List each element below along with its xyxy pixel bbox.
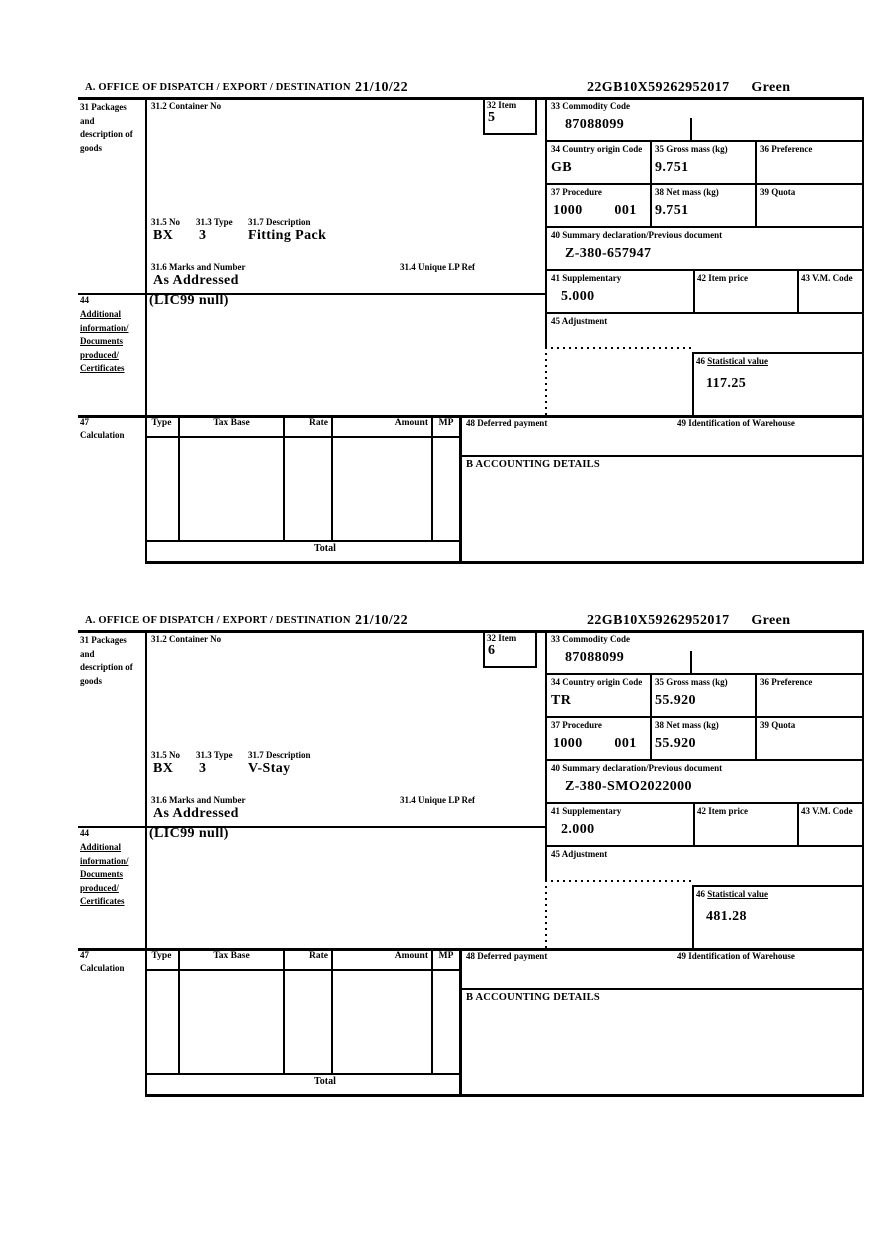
country-origin-label: 34 Country origin Code xyxy=(551,144,643,154)
grid-line xyxy=(145,436,461,438)
grid-line xyxy=(145,630,147,1096)
description-label: 31.7 Description xyxy=(248,750,311,760)
declaration-item-block-1 xyxy=(78,80,864,566)
grid-line xyxy=(145,1094,864,1097)
quota-label: 39 Quota xyxy=(760,187,796,197)
grid-line xyxy=(797,802,799,847)
grid-line xyxy=(693,269,695,314)
grid-line xyxy=(692,352,694,415)
package-no-label: 31.5 No xyxy=(151,217,180,227)
preference-label: 36 Preference xyxy=(760,677,813,687)
goods-description-value: Fitting Pack xyxy=(248,228,327,243)
box47-label: Calculation xyxy=(80,430,125,440)
grid-line xyxy=(178,948,180,1073)
statistical-value-number: 46 xyxy=(696,356,705,366)
grid-line xyxy=(692,885,864,887)
vm-code-label: 43 V.M. Code xyxy=(801,273,853,283)
calc-col-mp: MP xyxy=(438,418,454,428)
accounting-details-label: B ACCOUNTING DETAILS xyxy=(466,459,600,470)
net-mass-value: 9.751 xyxy=(655,203,689,218)
package-type-label: 31.3 Type xyxy=(196,217,233,227)
previous-document-value: Z-380-657947 xyxy=(565,246,652,261)
item-number-value: 6 xyxy=(488,643,496,658)
grid-line xyxy=(459,455,864,457)
gross-mass-value: 9.751 xyxy=(655,160,689,175)
grid-line xyxy=(545,140,864,142)
grid-line xyxy=(145,1073,461,1075)
additional-information-value: (LIC99 null) xyxy=(149,826,229,841)
country-origin-label: 34 Country origin Code xyxy=(551,677,643,687)
supplementary-value: 5.000 xyxy=(561,289,595,304)
package-type-value: 3 xyxy=(199,228,207,243)
dotted-line xyxy=(545,880,547,948)
grid-line xyxy=(545,269,864,271)
grid-line xyxy=(145,540,461,542)
calc-col-type: Type xyxy=(151,951,172,961)
total-label: Total xyxy=(314,1076,336,1087)
grid-line xyxy=(862,630,864,1096)
statistical-value-label xyxy=(696,889,768,900)
item-label: 32 Item xyxy=(487,100,517,110)
grid-line xyxy=(283,415,285,540)
box44-label: Additional information/ Documents produced/ Certificates xyxy=(80,309,129,373)
box44-number: 44 xyxy=(80,828,89,838)
item-label: 32 Item xyxy=(487,633,517,643)
grid-line xyxy=(690,118,692,142)
procedure-code-2: 001 xyxy=(614,736,637,751)
grid-line xyxy=(459,948,462,1096)
warehouse-id-label: 49 Identification of Warehouse xyxy=(677,951,795,961)
calc-col-rate: Rate xyxy=(309,418,328,428)
previous-document-value: Z-380-SMO2022000 xyxy=(565,779,692,794)
marks-number-label: 31.6 Marks and Number xyxy=(151,262,246,272)
package-no-label: 31.5 No xyxy=(151,750,180,760)
grid-line xyxy=(535,97,537,135)
office-of-dispatch-header: A. OFFICE OF DISPATCH / EXPORT / DESTINATION xyxy=(85,615,351,626)
dispatch-date: 21/10/22 xyxy=(355,80,408,95)
grid-line xyxy=(545,630,547,882)
grid-line xyxy=(862,97,864,563)
dotted-line xyxy=(545,347,547,415)
grid-line xyxy=(545,716,864,718)
grid-line xyxy=(690,651,692,675)
calc-col-tax-base: Tax Base xyxy=(213,418,250,428)
package-code-value: BX xyxy=(153,761,174,776)
net-mass-label: 38 Net mass (kg) xyxy=(655,187,719,197)
supplementary-value: 2.000 xyxy=(561,822,595,837)
statistical-value-text: Statistical value xyxy=(707,889,768,899)
gross-mass-value: 55.920 xyxy=(655,693,696,708)
description-label: 31.7 Description xyxy=(248,217,311,227)
calc-col-amount: Amount xyxy=(394,951,428,961)
net-mass-value: 55.920 xyxy=(655,736,696,751)
procedure-code-1: 1000 xyxy=(553,203,583,218)
warehouse-id-label: 49 Identification of Warehouse xyxy=(677,418,795,428)
adjustment-label: 45 Adjustment xyxy=(551,316,608,326)
package-type-label: 31.3 Type xyxy=(196,750,233,760)
grid-line xyxy=(692,885,694,948)
grid-line xyxy=(545,845,864,847)
gross-mass-label: 35 Gross mass (kg) xyxy=(655,144,728,154)
country-origin-value: TR xyxy=(551,693,572,708)
net-mass-label: 38 Net mass (kg) xyxy=(655,720,719,730)
grid-line xyxy=(545,802,864,804)
box47-number: 47 xyxy=(80,950,89,960)
container-no-label: 31.2 Container No xyxy=(151,101,222,111)
grid-line xyxy=(483,630,485,668)
grid-line xyxy=(483,666,537,668)
item-price-label: 42 Item price xyxy=(697,273,748,283)
statistical-value-text: Statistical value xyxy=(707,356,768,366)
grid-line xyxy=(431,948,433,1073)
gross-mass-label: 35 Gross mass (kg) xyxy=(655,677,728,687)
deferred-payment-label: 48 Deferred payment xyxy=(466,418,548,428)
item-price-label: 42 Item price xyxy=(697,806,748,816)
accounting-details-label: B ACCOUNTING DETAILS xyxy=(466,992,600,1003)
grid-line xyxy=(483,133,537,135)
deferred-payment-label: 48 Deferred payment xyxy=(466,951,548,961)
grid-line xyxy=(178,415,180,540)
supplementary-label: 41 Supplementary xyxy=(551,273,622,283)
summary-declaration-label: 40 Summary declaration/Previous document xyxy=(551,230,723,240)
grid-line xyxy=(78,630,864,633)
grid-line xyxy=(459,415,462,563)
commodity-code-label: 33 Commodity Code xyxy=(551,101,630,111)
grid-line xyxy=(545,312,864,314)
statistical-value-amount: 481.28 xyxy=(706,909,747,924)
package-code-value: BX xyxy=(153,228,174,243)
dotted-line xyxy=(545,347,692,349)
grid-line xyxy=(545,673,864,675)
grid-line xyxy=(283,948,285,1073)
grid-line xyxy=(693,802,695,847)
vm-code-label: 43 V.M. Code xyxy=(801,806,853,816)
commodity-code-value: 87088099 xyxy=(565,650,625,665)
calc-col-amount: Amount xyxy=(394,418,428,428)
calc-col-rate: Rate xyxy=(309,951,328,961)
declaration-item-block-2 xyxy=(78,613,864,1099)
additional-information-value: (LIC99 null) xyxy=(149,293,229,308)
grid-line xyxy=(331,415,333,540)
declaration-reference xyxy=(587,613,790,629)
summary-declaration-label: 40 Summary declaration/Previous document xyxy=(551,763,723,773)
container-no-label: 31.2 Container No xyxy=(151,634,222,644)
adjustment-label: 45 Adjustment xyxy=(551,849,608,859)
grid-line xyxy=(650,673,652,761)
grid-line xyxy=(145,97,147,563)
unique-lp-ref-label: 31.4 Unique LP Ref xyxy=(400,795,476,805)
package-type-value: 3 xyxy=(199,761,207,776)
box47-label: Calculation xyxy=(80,963,125,973)
country-origin-value: GB xyxy=(551,160,573,175)
grid-line xyxy=(145,969,461,971)
grid-line xyxy=(692,352,864,354)
procedure-label: 37 Procedure xyxy=(551,187,602,197)
grid-line xyxy=(459,988,864,990)
calc-col-type: Type xyxy=(151,418,172,428)
dispatch-date: 21/10/22 xyxy=(355,613,408,628)
procedure-code-1: 1000 xyxy=(553,736,583,751)
supplementary-label: 41 Supplementary xyxy=(551,806,622,816)
grid-line xyxy=(797,269,799,314)
box31-label: 31 Packages and description of goods xyxy=(80,102,133,153)
quota-label: 39 Quota xyxy=(760,720,796,730)
calc-col-tax-base: Tax Base xyxy=(213,951,250,961)
unique-lp-ref-label: 31.4 Unique LP Ref xyxy=(400,262,476,272)
office-of-dispatch-header: A. OFFICE OF DISPATCH / EXPORT / DESTINATION xyxy=(85,82,351,93)
dotted-line xyxy=(545,880,692,882)
marks-number-label: 31.6 Marks and Number xyxy=(151,795,246,805)
goods-description-value: V-Stay xyxy=(248,761,291,776)
grid-line xyxy=(535,630,537,668)
grid-line xyxy=(755,673,757,761)
box31-label: 31 Packages and description of goods xyxy=(80,635,133,686)
grid-line xyxy=(78,97,864,100)
procedure-value xyxy=(553,203,637,218)
statistical-value-label xyxy=(696,356,768,367)
preference-label: 36 Preference xyxy=(760,144,813,154)
total-label: Total xyxy=(314,543,336,554)
routing-status: Green xyxy=(751,80,791,95)
procedure-code-2: 001 xyxy=(614,203,637,218)
grid-line xyxy=(145,561,864,564)
statistical-value-number: 46 xyxy=(696,889,705,899)
grid-line xyxy=(431,415,433,540)
marks-numbers-value: As Addressed xyxy=(153,273,239,288)
declaration-reference-code: 22GB10X59262952017 xyxy=(587,613,730,628)
routing-status: Green xyxy=(751,613,791,628)
procedure-value xyxy=(553,736,637,751)
grid-line xyxy=(545,226,864,228)
procedure-label: 37 Procedure xyxy=(551,720,602,730)
statistical-value-amount: 117.25 xyxy=(706,376,747,391)
declaration-reference xyxy=(587,80,790,96)
commodity-code-value: 87088099 xyxy=(565,117,625,132)
box44-label: Additional information/ Documents produced/ Certificates xyxy=(80,842,129,906)
commodity-code-label: 33 Commodity Code xyxy=(551,634,630,644)
grid-line xyxy=(650,140,652,228)
marks-numbers-value: As Addressed xyxy=(153,806,239,821)
box44-number: 44 xyxy=(80,295,89,305)
grid-line xyxy=(755,140,757,228)
grid-line xyxy=(545,183,864,185)
grid-line xyxy=(545,97,547,349)
grid-line xyxy=(545,759,864,761)
grid-line xyxy=(483,97,485,135)
item-number-value: 5 xyxy=(488,110,496,125)
declaration-reference-code: 22GB10X59262952017 xyxy=(587,80,730,95)
box47-number: 47 xyxy=(80,417,89,427)
calc-col-mp: MP xyxy=(438,951,454,961)
grid-line xyxy=(331,948,333,1073)
